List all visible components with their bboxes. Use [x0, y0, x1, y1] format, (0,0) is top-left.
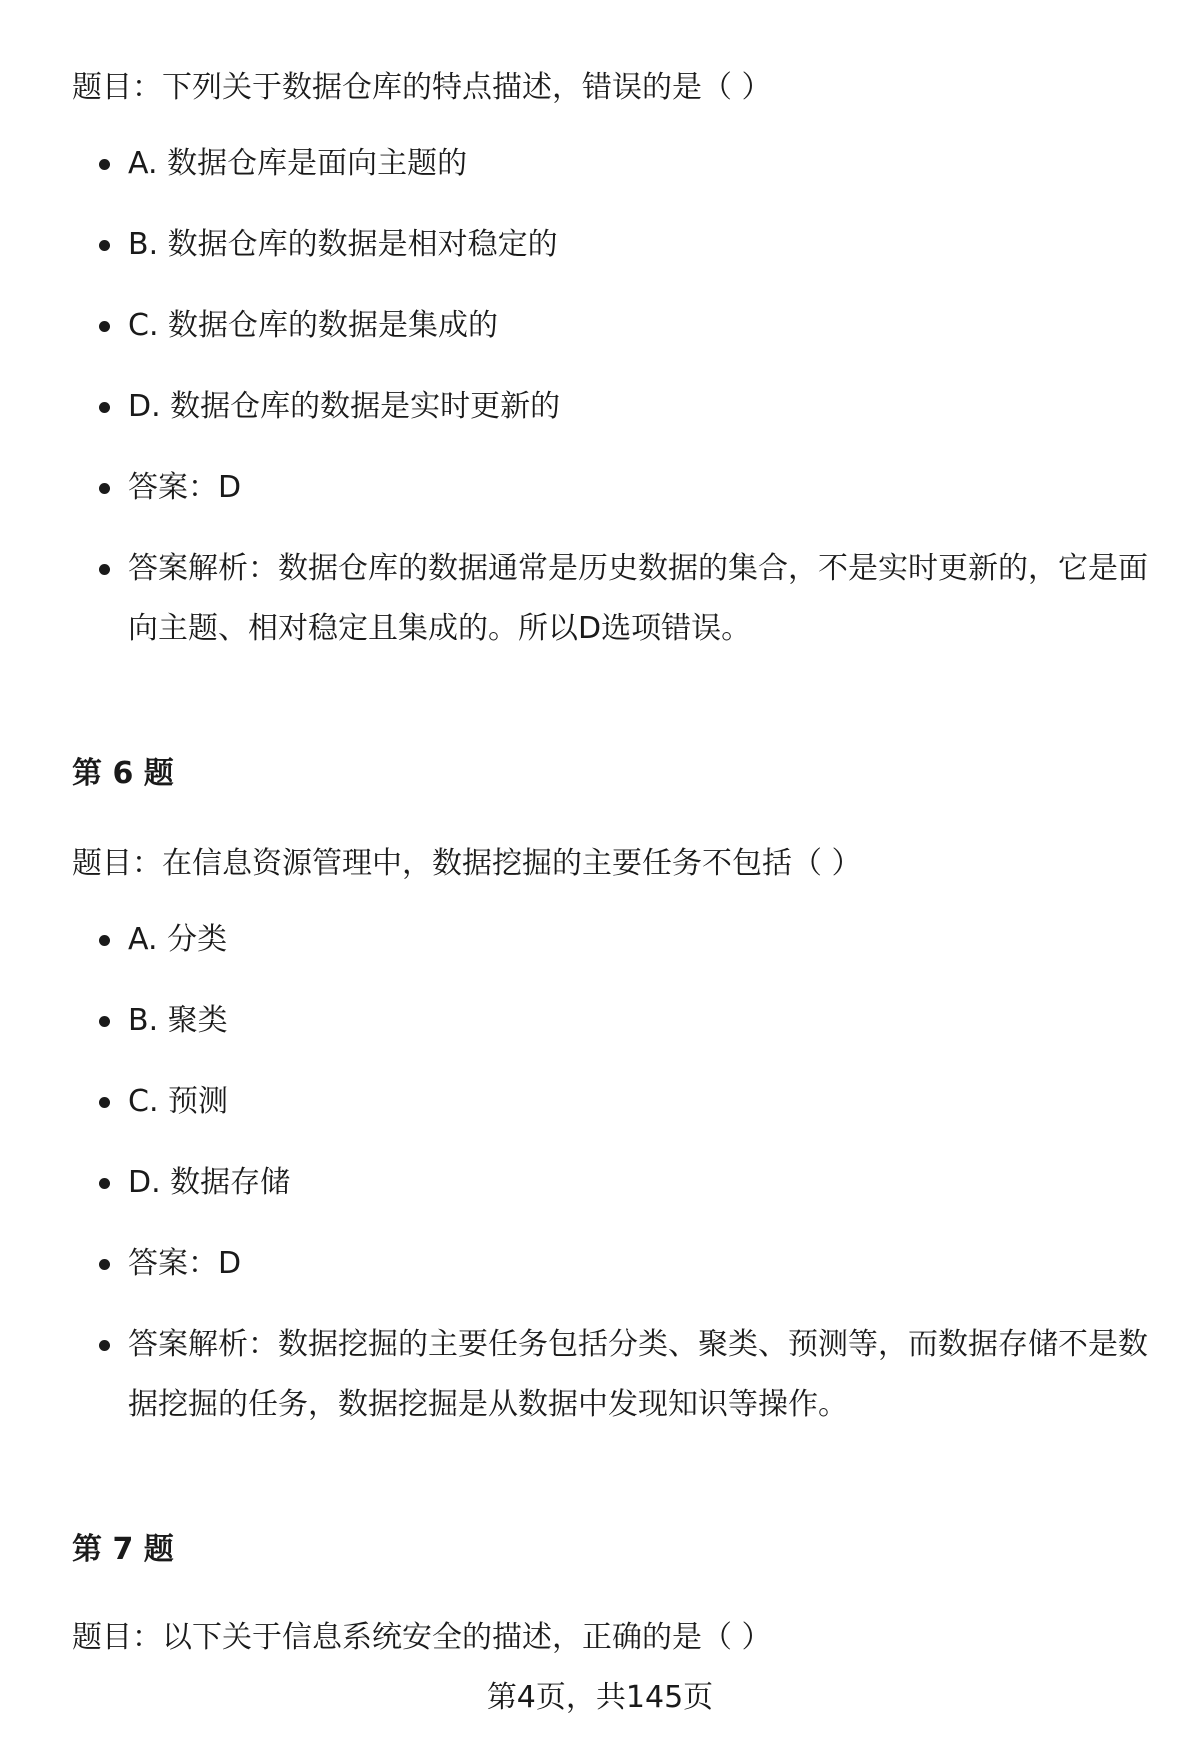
option-text: C. 数据仓库的数据是集成的	[128, 308, 499, 343]
option-text: C. 预测	[128, 1084, 229, 1119]
question-6-heading: 第 6 题	[72, 756, 174, 791]
option-text: B. 数据仓库的数据是相对稳定的	[128, 227, 558, 262]
question-5-stem: 题目：下列关于数据仓库的特点描述，错误的是（ ）	[72, 70, 772, 105]
question-5-option-b	[72, 215, 1152, 275]
option-text: D. 数据存储	[128, 1165, 291, 1200]
question-6-option-b	[72, 991, 1152, 1051]
question-6-options	[72, 910, 1152, 1435]
bullet-icon	[99, 240, 110, 251]
question-6-analysis	[72, 1315, 1158, 1435]
question-5-analysis	[72, 539, 1158, 659]
option-text: A. 分类	[128, 922, 228, 957]
bullet-icon	[99, 564, 110, 575]
bullet-icon	[99, 321, 110, 332]
analysis-text: 答案解析：数据挖掘的主要任务包括分类、聚类、预测等，而数据存储不是数据挖掘的任务，数据挖掘是从数据中发现知识等操作。	[128, 1327, 1148, 1422]
question-6-stem: 题目：在信息资源管理中，数据挖掘的主要任务不包括（ ）	[72, 846, 862, 881]
question-5-answer	[72, 458, 1152, 518]
option-text: B. 聚类	[128, 1003, 228, 1038]
question-6-answer	[72, 1234, 1152, 1294]
question-7-heading: 第 7 题	[72, 1532, 174, 1567]
question-5-option-d	[72, 377, 1152, 437]
bullet-icon	[99, 159, 110, 170]
question-6-option-a	[72, 910, 1152, 970]
question-6-option-c	[72, 1072, 1152, 1132]
bullet-icon	[99, 1097, 110, 1108]
answer-text: 答案：D	[128, 1246, 242, 1281]
bullet-icon	[99, 1178, 110, 1189]
question-5-options	[72, 134, 1152, 659]
bullet-icon	[99, 935, 110, 946]
question-6-option-d	[72, 1153, 1152, 1213]
option-text: D. 数据仓库的数据是实时更新的	[128, 389, 561, 424]
option-text: A. 数据仓库是面向主题的	[128, 146, 468, 181]
bullet-icon	[99, 1340, 110, 1351]
analysis-text: 答案解析：数据仓库的数据通常是历史数据的集合，不是实时更新的，它是面向主题、相对稳定且集成的。所以D选项错误。	[128, 551, 1148, 646]
bullet-icon	[99, 1016, 110, 1027]
question-5-option-c	[72, 296, 1152, 356]
bullet-icon	[99, 402, 110, 413]
question-5-option-a	[72, 134, 1152, 194]
page-number: 第4页，共145页	[486, 1680, 714, 1715]
question-7-stem: 题目：以下关于信息系统安全的描述，正确的是（ ）	[72, 1620, 772, 1655]
answer-text: 答案：D	[128, 470, 242, 505]
bullet-icon	[99, 483, 110, 494]
bullet-icon	[99, 1259, 110, 1270]
